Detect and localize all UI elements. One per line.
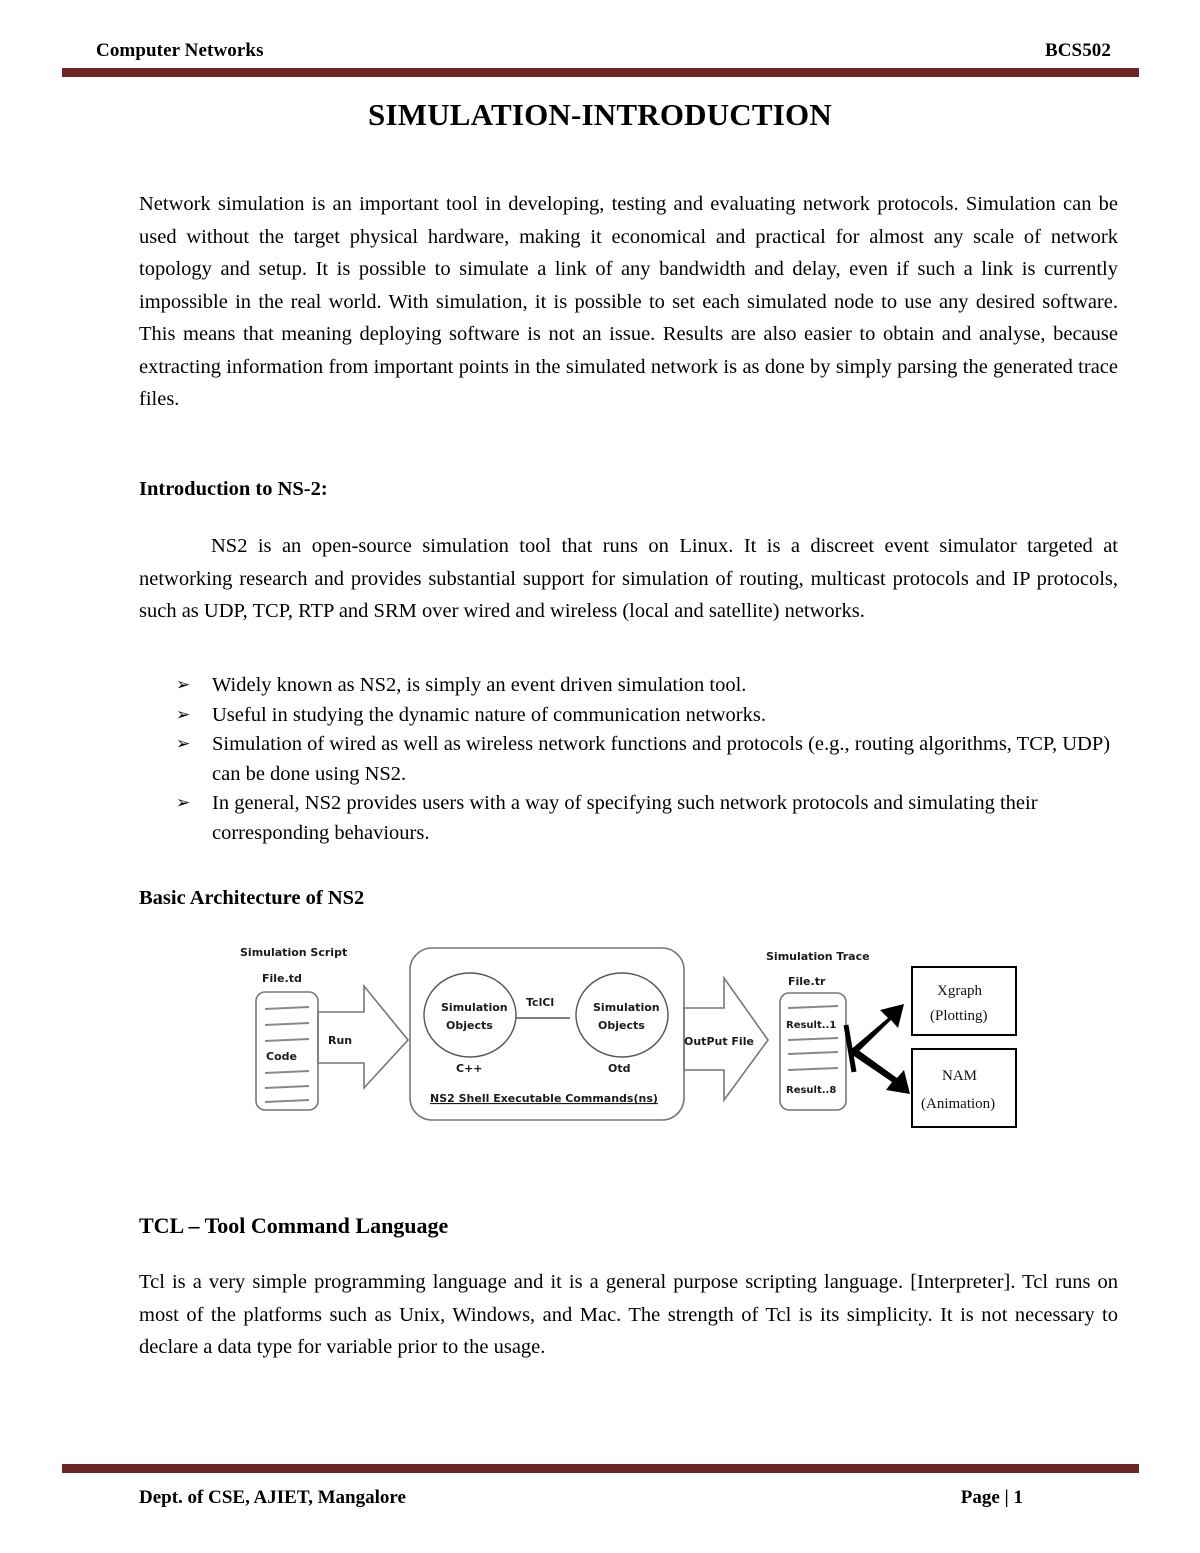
heading-basic-architecture: Basic Architecture of NS2 bbox=[139, 887, 365, 909]
diagram-trace-box bbox=[780, 993, 846, 1110]
diagram-shell-box bbox=[410, 948, 684, 1120]
header-course-code: BCS502 bbox=[1044, 40, 1111, 61]
diagram-obj-left-line2: Objects bbox=[446, 1019, 493, 1032]
footer-rule bbox=[62, 1464, 1139, 1473]
header-subject: Computer Networks bbox=[96, 40, 264, 61]
list-item-label: Simulation of wired as well as wireless network functions and protocols (e.g., routing algorithms, TCP, UDP) can be done using NS2. bbox=[212, 733, 1111, 785]
diagram-link-label: TclCl bbox=[526, 996, 555, 1009]
arrow-bullet-icon: ➢ bbox=[176, 734, 191, 754]
diagram-run-arrow bbox=[318, 986, 408, 1088]
diagram-nam-line2: (Animation) bbox=[921, 1096, 996, 1112]
ns2-architecture-diagram bbox=[232, 930, 1022, 1135]
footer-page-number: Page | 1 bbox=[960, 1487, 1023, 1508]
diagram-xgraph-box bbox=[912, 967, 1016, 1035]
page-footer bbox=[139, 1487, 1039, 1509]
diagram-trace-file: File.tr bbox=[788, 975, 826, 988]
diagram-trace-last: Result..8 bbox=[786, 1085, 837, 1096]
list-item bbox=[176, 730, 1118, 789]
diagram-trace-first: Result..1 bbox=[786, 1020, 837, 1031]
arrow-bullet-icon: ➢ bbox=[176, 704, 191, 725]
diagram-output-connectors bbox=[846, 1004, 910, 1094]
diagram-xgraph-line2: (Plotting) bbox=[930, 1008, 988, 1024]
diagram-nam-line1: NAM bbox=[942, 1068, 978, 1084]
footer-department: Dept. of CSE, AJIET, Mangalore bbox=[139, 1487, 406, 1508]
diagram-obj-left-line1: Simulation bbox=[441, 1001, 508, 1014]
list-item bbox=[176, 789, 1118, 848]
diagram-nam-box bbox=[912, 1049, 1016, 1127]
diagram-obj-right-lang: Otd bbox=[608, 1062, 631, 1075]
ns2-paragraph: NS2 is an open-source simulation tool that runs on Linux. It is a discreet event simulator targeted at networking research and provides substantial support for simulation of routing, multicast protocols and IP protocols, such as UDP, TCP, RTP and SRM over wired and wireless (local and satellite) networks. bbox=[139, 535, 1118, 622]
diagram-code-label: Code bbox=[266, 1050, 297, 1063]
page-header bbox=[96, 40, 1111, 62]
diagram-script-caption: Simulation Script bbox=[240, 946, 348, 959]
diagram-run-label: Run bbox=[328, 1034, 353, 1047]
diagram-obj-right-line1: Simulation bbox=[593, 1001, 660, 1014]
diagram-script-file: File.td bbox=[262, 972, 302, 985]
header-rule bbox=[62, 68, 1139, 77]
diagram-obj-left-lang: C++ bbox=[456, 1062, 483, 1075]
heading-tcl: TCL – Tool Command Language bbox=[139, 1213, 449, 1238]
tcl-paragraph: Tcl is a very simple programming language and it is a general purpose scripting language. [Interpreter]. Tcl runs on most of the platforms such as Unix, Windows, and Mac. The strength of Tcl is its simplicity. It is not necessary to declare a data type for variable prior to the usage. bbox=[139, 1271, 1118, 1358]
heading-introduction-ns2: Introduction to NS-2: bbox=[139, 478, 328, 500]
ns2-feature-list bbox=[176, 671, 1118, 848]
intro-paragraph: Network simulation is an important tool in developing, testing and evaluating network protocols. Simulation can be used without the target physical hardware, making it economical and practical for almost any scale of network topology and setup. It is possible to simulate a link of any bandwidth and delay, even if such a link is currently impossible in the real world. With simulation, it is possible to set each simulated node to use any desired software. This means that meaning deploying software is not an issue. Results are also easier to obtain and analyse, because extracting information from important points in the simulated network is as done by simply parsing the generated trace files. bbox=[139, 193, 1118, 410]
list-item-label: In general, NS2 provides users with a way of specifying such network protocols and simulating their corresponding behaviours. bbox=[212, 792, 1038, 844]
list-item-label: Widely known as NS2, is simply an event driven simulation tool. bbox=[212, 674, 747, 696]
diagram-code-box bbox=[256, 992, 318, 1110]
list-item-label: Useful in studying the dynamic nature of communication networks. bbox=[212, 703, 766, 726]
arrow-bullet-icon: ➢ bbox=[176, 793, 191, 813]
diagram-output-arrow bbox=[684, 978, 768, 1100]
diagram-output-label: OutPut File bbox=[684, 1035, 754, 1048]
diagram-xgraph-line1: Xgraph bbox=[937, 983, 982, 999]
list-item bbox=[176, 701, 1118, 731]
diagram-trace-caption: Simulation Trace bbox=[766, 950, 870, 963]
diagram-obj-right-line2: Objects bbox=[598, 1019, 645, 1032]
diagram-shell-label: NS2 Shell Executable Commands(ns) bbox=[430, 1092, 658, 1105]
arrow-bullet-icon: ➢ bbox=[176, 675, 191, 695]
list-item bbox=[176, 671, 1118, 701]
page-title: SIMULATION-INTRODUCTION bbox=[368, 97, 832, 132]
